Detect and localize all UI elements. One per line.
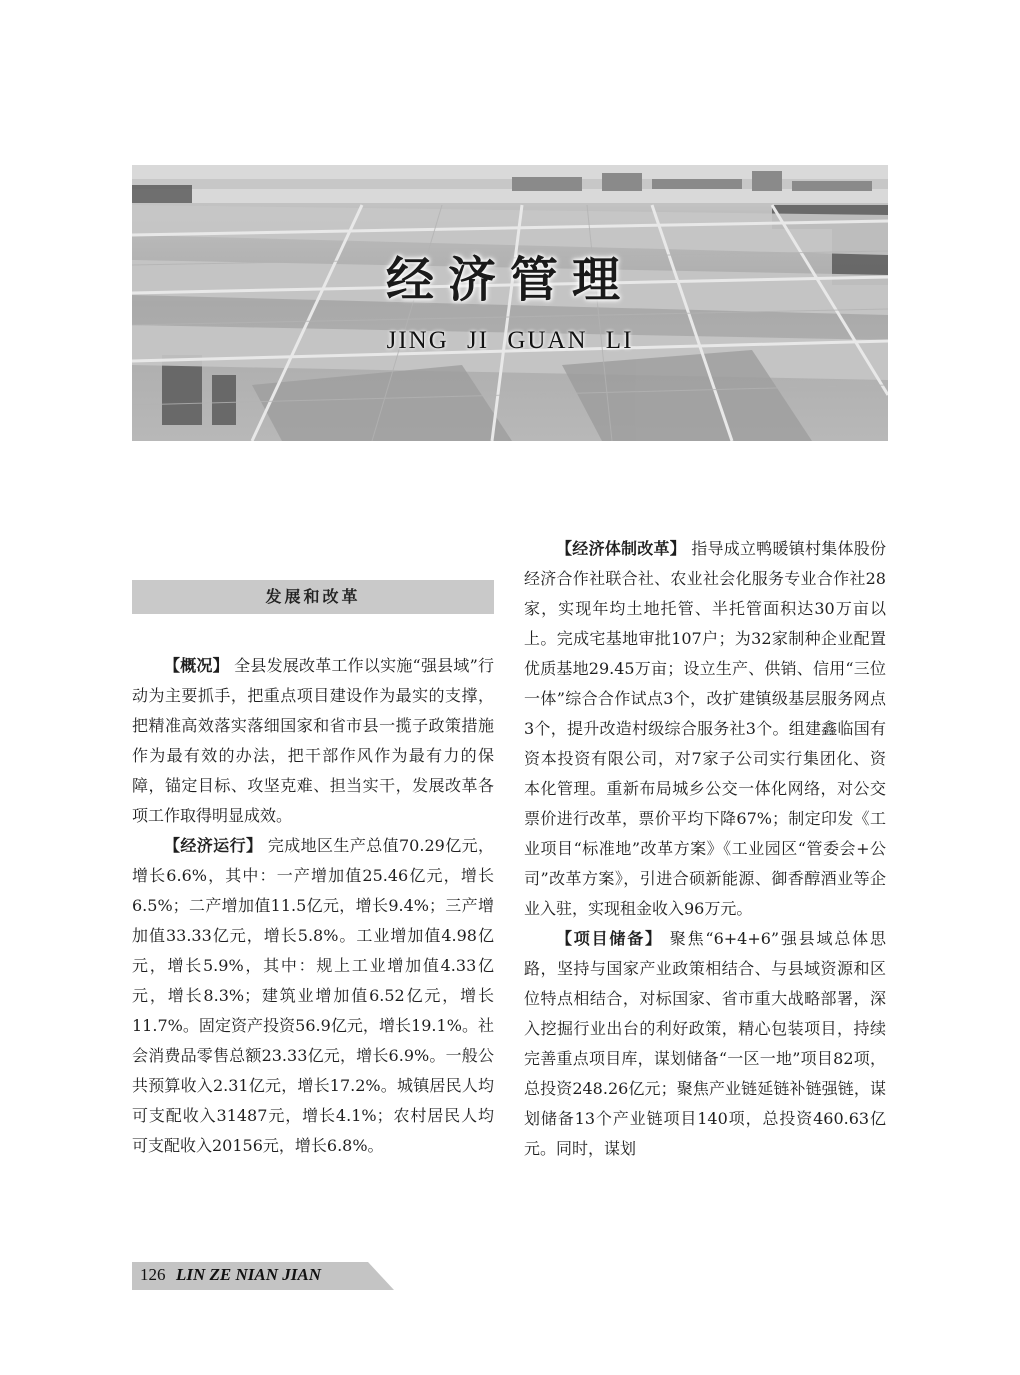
left-column [132,651,494,1161]
paragraph-keyword: 【经济运行】 [164,836,263,855]
paragraph-project-reserve [524,924,886,1164]
right-column [524,534,886,1164]
running-title: LIN ZE NIAN JIAN [176,1265,321,1284]
paragraph-text: 聚焦“6+4+6”强县域总体思路，坚持与国家产业政策相结合、与县域资源和区位特点相结合，对标国家、省市重大战略部署，深入挖掘行业出台的利好政策，精心包装项目，持续完善重点项目库，谋划储备“一区一地”项目82项，总投资248.26亿元；聚焦产业链延链补链强链，谋划储备13个产业链项目140项，总投资460.63亿元。同时，谋划 [524,929,886,1158]
paragraph-economic-operation [132,831,494,1161]
paragraph-overview [132,651,494,831]
paragraph-keyword: 【经济体制改革】 [556,539,686,558]
title-banner [132,165,888,441]
banner-pinyin: JING JI GUAN LI [386,327,634,354]
paragraph-text: 完成地区生产总值70.29亿元，增长6.6%，其中：一产增加值25.46亿元，增长6.5%；二产增加值11.5亿元，增长9.4%；三产增加值33.33亿元，增长5.8%。工业增加值4.98亿元，增长5.9%，其中：规上工业增加值4.33亿元，增长8.3%；建筑业增加值6.52亿元，增长11.7%。固定资产投资56.9亿元，增长19.1%。社会消费品零售总额23.33亿元，增长6.9%。一般公共预算收入2.31亿元，增长17.2%。城镇居民人均可支配收入31487元，增长4.1%；农村居民人均可支配收入20156元，增长6.8%。 [132,836,494,1155]
banner-title: 经济管理 [385,252,634,308]
paragraph-keyword: 【项目储备】 [556,929,663,948]
paragraph-economic-reform [524,534,886,924]
paragraph-text: 指导成立鸭暖镇村集体股份经济合作社联合社、农业社会化服务专业合作社28家，实现年均土地托管、半托管面积达30万亩以上。完成宅基地审批107户；为32家制种企业配置优质基地29.45万亩；设立生产、供销、信用“三位一体”综合合作试点3个，改扩建镇级基层服务网点3个，提升改造村级综合服务社3个。组建鑫临国有资本投资有限公司，对7家子公司实行集团化、资本化管理。重新布局城乡公交一体化网络，对公交票价进行改革，票价平均下降67%；制定印发《工业项目“标准地”改革方案》《工业园区“管委会+公司”改革方案》，引进合硕新能源、御香醇酒业等企业入驻，实现租金收入96万元。 [524,539,886,918]
paragraph-text: 全县发展改革工作以实施“强县域”行动为主要抓手，把重点项目建设作为最实的支撑，把精准高效落实落细国家和省市县一揽子政策措施作为最有效的办法，把干部作风作为最有力的保障，锚定目标、攻坚克难、担当实干，发展改革各项工作取得明显成效。 [132,656,494,825]
paragraph-keyword: 【概况】 [164,656,229,675]
page-number: 126 [140,1265,166,1284]
section-heading: 发展和改革 [132,580,494,614]
page-footer [132,1262,394,1290]
